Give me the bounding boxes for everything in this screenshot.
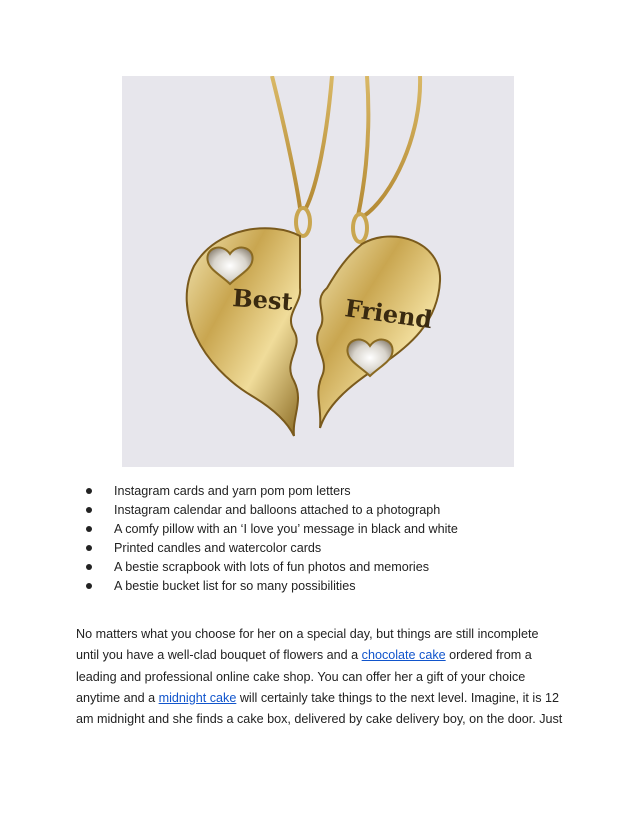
bullet-icon — [86, 545, 92, 551]
paragraph-line: leading and professional online cake shop. You can offer her a gift of your choice — [76, 669, 526, 684]
best-friend-necklace-photo — [122, 76, 514, 467]
list-item — [74, 482, 458, 501]
paragraph-text: will certainly take things to the next level. Imagine, it is 12 — [236, 690, 560, 705]
list-item — [74, 558, 458, 577]
gift-ideas-list — [74, 482, 458, 596]
paragraph-text: ordered from a — [445, 648, 532, 663]
bullet-icon — [86, 526, 92, 532]
paragraph-line — [76, 688, 566, 709]
list-item-text: A bestie scrapbook with lots of fun photos and memories — [114, 560, 430, 574]
bullet-icon — [86, 507, 92, 513]
list-item — [74, 539, 458, 558]
necklace-illustration — [122, 76, 514, 467]
chocolate-cake-link[interactable]: chocolate cake — [361, 648, 446, 663]
body-paragraph — [76, 624, 566, 730]
list-item — [74, 520, 458, 539]
list-item-text: Printed candles and watercolor cards — [114, 541, 322, 555]
midnight-cake-link[interactable]: midnight cake — [158, 690, 237, 705]
bullet-icon — [86, 583, 92, 589]
paragraph-line: am midnight and she finds a cake box, delivered by cake delivery boy, on the door. Just — [76, 712, 563, 727]
engraving-friend: Friend — [343, 293, 435, 335]
paragraph-text: until you have a well-clad bouquet of flowers and a — [76, 648, 362, 663]
list-item-text: A bestie bucket list for so many possibilities — [114, 579, 356, 593]
list-item — [74, 501, 458, 520]
list-item — [74, 577, 458, 596]
list-item-text: A comfy pillow with an ‘I love you’ message in black and white — [114, 522, 458, 536]
bullet-icon — [86, 488, 92, 494]
engraving-best: Best — [231, 283, 294, 317]
bullet-icon — [86, 564, 92, 570]
list-item-text: Instagram cards and yarn pom pom letters — [114, 484, 351, 498]
paragraph-line: No matters what you choose for her on a special day, but things are still incomplete — [76, 627, 539, 641]
paragraph-text: anytime and a — [76, 690, 159, 705]
list-item-text: Instagram calendar and balloons attached to a photograph — [114, 503, 441, 517]
paragraph-line — [76, 645, 566, 666]
